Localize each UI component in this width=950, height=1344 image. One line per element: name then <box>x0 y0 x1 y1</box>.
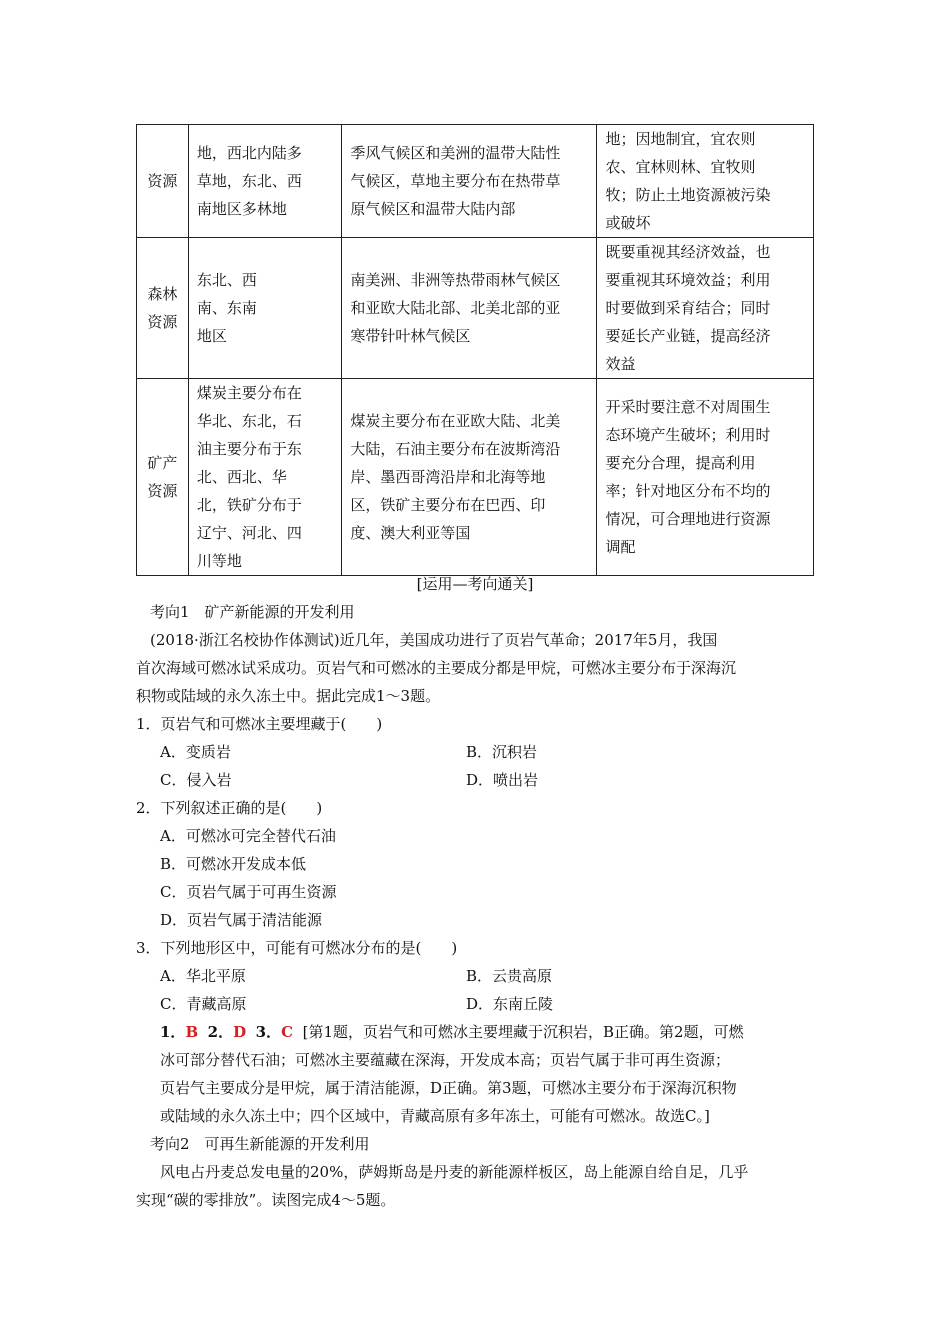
answer-number: 1． <box>160 1023 186 1041</box>
resource-name-cell: 矿产 资源 <box>137 379 189 576</box>
resource-name-cell: 森林 资源 <box>137 238 189 379</box>
question-1-option-d: D．喷出岩 <box>466 771 539 789</box>
intro-1-line: 积物或陆域的永久冻土中。据此完成1～3题。 <box>136 687 441 705</box>
measures-cell: 地；因地制宜，宜农则 农、宜林则林、宜牧则 牧；防止土地资源被污染 或破坏 <box>597 125 814 238</box>
intro-2-line: 风电占丹麦总发电量的20%，萨姆斯岛是丹麦的新能源样板区，岛上能源自给自足，几乎 <box>160 1163 749 1181</box>
world-distribution-cell: 煤炭主要分布在亚欧大陆、北美 大陆，石油主要分布在波斯湾沿 岸、墨西哥湾沿岸和北海等地 区，铁矿主要分布在巴西、印 度、澳大利亚等国 <box>342 379 597 576</box>
table-row <box>137 379 814 576</box>
answer-letter: D <box>233 1023 247 1041</box>
question-3-option-a: A．华北平原 <box>160 967 246 985</box>
answer-number: 3． <box>255 1023 282 1041</box>
answer-letter: B <box>185 1023 199 1041</box>
table-row <box>137 238 814 379</box>
table-row <box>137 125 814 238</box>
china-distribution-cell: 煤炭主要分布在 华北、东北，石 油主要分布于东 北、西北、华 北，铁矿分布于 辽宁、河北、四 川等地 <box>188 379 341 576</box>
world-distribution-cell: 南美洲、非洲等热带雨林气候区 和亚欧大陆北部、北美北部的亚 寒带针叶林气候区 <box>342 238 597 379</box>
measures-cell: 开采时要注意不对周围生 态环境产生破坏；利用时 要充分合理，提高利用 率；针对地区分布不均的 情况，可合理地进行资源 调配 <box>597 379 814 576</box>
question-3-option-c: C．青藏高原 <box>160 995 247 1013</box>
answer-key-line <box>160 1018 744 1046</box>
world-distribution-cell: 季风气候区和美洲的温带大陆性 气候区，草地主要分布在热带草 原气候区和温带大陆内部 <box>342 125 597 238</box>
intro-1-line: 首次海域可燃冰试采成功。页岩气和可燃冰的主要成分都是甲烷，可燃冰主要分布于深海沉 <box>136 659 737 677</box>
answer-letter: C <box>281 1023 294 1041</box>
direction-1-heading: 考向1 矿产新能源的开发利用 <box>150 603 355 621</box>
question-2-option-b: B．可燃冰开发成本低 <box>160 855 307 873</box>
intro-1-line: (2018·浙江名校协作体测试)近几年，美国成功进行了页岩气革命；2017年5月，我国 <box>150 631 718 649</box>
answer-explanation-line: 或陆域的永久冻土中；四个区域中，青藏高原有多年冻土，可能有可燃冰。故选C。] <box>160 1107 710 1125</box>
resources-table <box>136 124 814 576</box>
question-3-stem: 3．下列地形区中，可能有可燃冰分布的是( ) <box>136 939 458 957</box>
section-caption: [运用—考向通关] <box>416 575 534 593</box>
question-1-option-b: B．沉积岩 <box>466 743 538 761</box>
measures-cell: 既要重视其经济效益，也 要重视其环境效益；利用 时要做到采育结合；同时 要延长产业链，提高经济 效益 <box>597 238 814 379</box>
answer-explanation-line: 冰可部分替代石油；可燃冰主要蕴藏在深海，开发成本高；页岩气属于非可再生资源； <box>160 1051 731 1069</box>
china-distribution-cell: 地，西北内陆多 草地，东北、西 南地区多林地 <box>188 125 341 238</box>
answer-explanation: [第1题，页岩气和可燃冰主要埋藏于沉积岩，B正确。第2题，可燃 <box>302 1023 744 1041</box>
china-distribution-cell: 东北、西 南、东南 地区 <box>188 238 341 379</box>
direction-2-heading: 考向2 可再生新能源的开发利用 <box>150 1135 370 1153</box>
question-1-stem: 1．页岩气和可燃冰主要埋藏于( ) <box>136 715 383 733</box>
question-1-option-a: A．变质岩 <box>160 743 231 761</box>
question-2-option-d: D．页岩气属于清洁能源 <box>160 911 323 929</box>
question-3-option-b: B．云贵高原 <box>466 967 553 985</box>
question-2-option-c: C．页岩气属于可再生资源 <box>160 883 337 901</box>
intro-2-line: 实现“碳的零排放”。读图完成4～5题。 <box>136 1191 396 1209</box>
question-3-option-d: D．东南丘陵 <box>466 995 554 1013</box>
answer-number: 2． <box>207 1023 234 1041</box>
answer-explanation-line: 页岩气主要成分是甲烷，属于清洁能源，D正确。第3题，可燃冰主要分布于深海沉积物 <box>160 1079 737 1097</box>
question-1-option-c: C．侵入岩 <box>160 771 232 789</box>
question-2-option-a: A．可燃冰可完全替代石油 <box>160 827 336 845</box>
question-2-stem: 2．下列叙述正确的是( ) <box>136 799 323 817</box>
resource-name-cell: 资源 <box>137 125 189 238</box>
